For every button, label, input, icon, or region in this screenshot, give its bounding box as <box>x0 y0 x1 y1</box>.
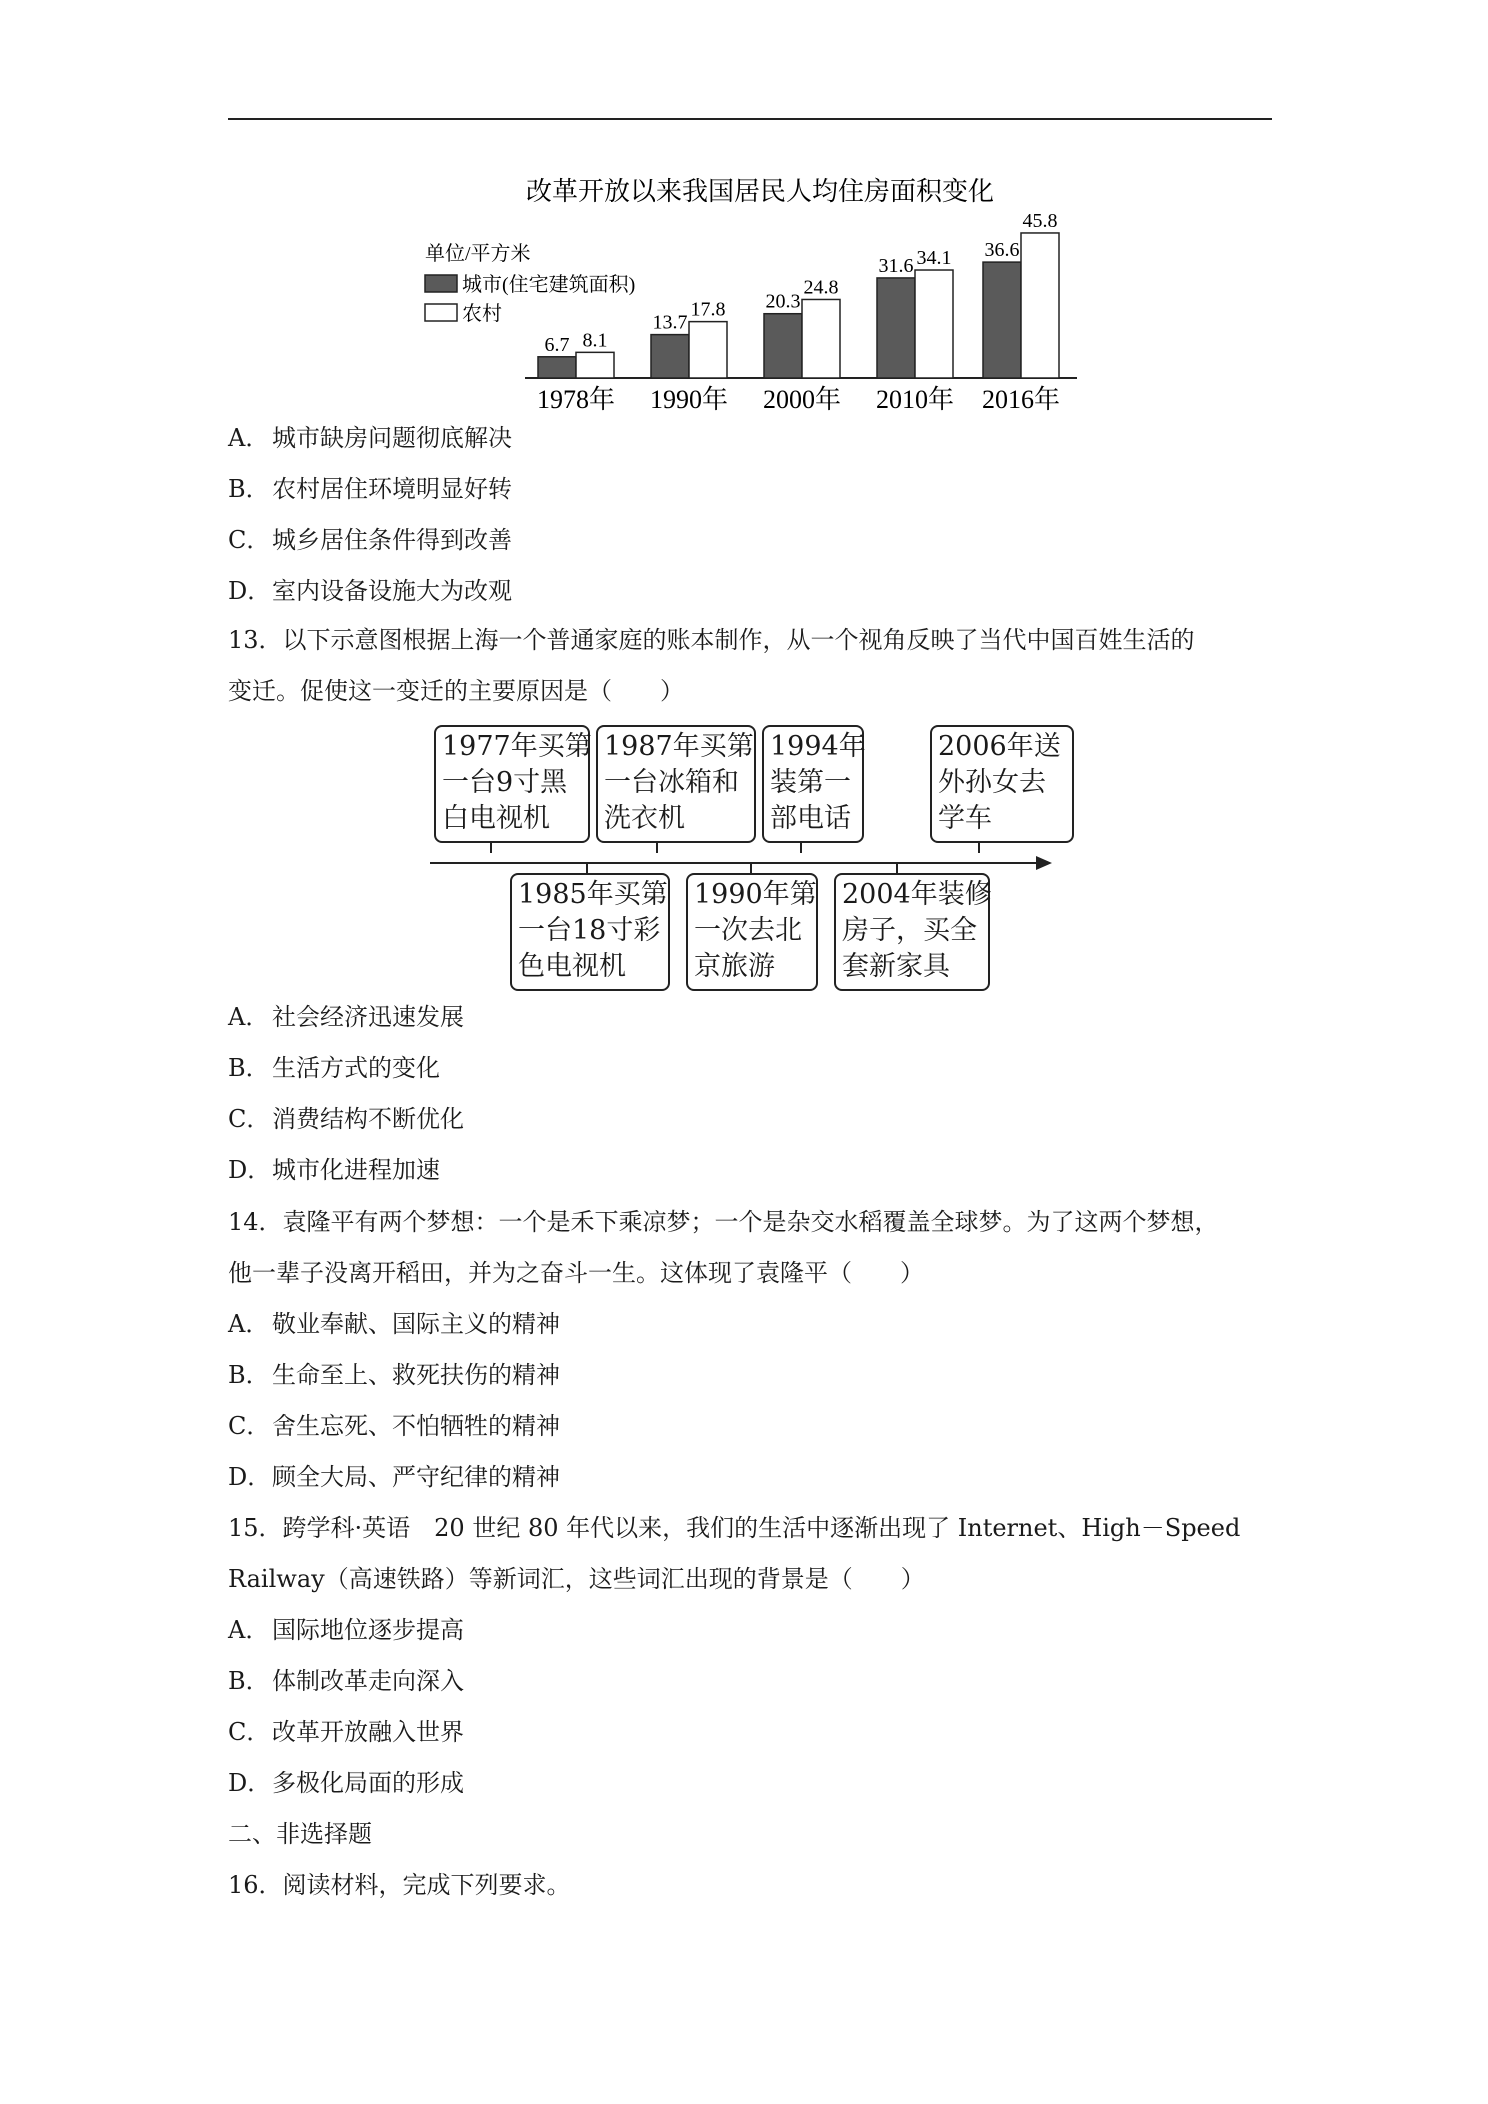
timeline-event-text: 1987年买第 <box>604 731 754 762</box>
unit-label: 单位/平方米 <box>425 243 531 265</box>
option-text: 生命至上、救死扶伤的精神 <box>272 1361 560 1389</box>
timeline-tick <box>490 843 492 853</box>
legend-swatch <box>425 275 457 292</box>
option-label: D． <box>228 1156 272 1184</box>
bar-value-label: 6.7 <box>544 333 570 356</box>
bar <box>538 357 576 378</box>
q14-stem-line2: 他一辈子没离开稻田，并为之奋斗一生。这体现了袁隆平（ ） <box>228 1259 924 1287</box>
bar <box>983 262 1021 378</box>
option-d <box>228 1155 440 1185</box>
q15-stem-line2: Railway（高速铁路）等新词汇，这些词汇出现的背景是（ ） <box>228 1565 925 1593</box>
option-label: B． <box>228 1667 270 1695</box>
bar <box>1021 233 1059 378</box>
timeline-arrow <box>1036 856 1052 870</box>
option-b <box>228 1360 560 1390</box>
q14-stem-line1: 14．袁隆平有两个梦想：一个是禾下乘凉梦；一个是杂交水稻覆盖全球梦。为了这两个梦想， <box>228 1208 1219 1236</box>
option-d <box>228 1462 560 1492</box>
option-text: 城市化进程加速 <box>272 1156 440 1184</box>
timeline-event-text: 房子，买全 <box>842 915 977 946</box>
option-text: 改革开放融入世界 <box>272 1718 464 1746</box>
timeline-event <box>510 873 670 991</box>
category-label: 1990年 <box>649 385 729 414</box>
household-timeline <box>430 725 1070 1005</box>
category-label: 2016年 <box>981 385 1061 414</box>
option-label: D． <box>228 1463 272 1491</box>
option-a <box>228 423 512 453</box>
bar-value-label: 24.8 <box>803 276 839 299</box>
timeline-event-text: 1990年第 <box>694 879 817 910</box>
option-d <box>228 1768 464 1798</box>
option-a <box>228 1615 464 1645</box>
timeline-tick <box>586 863 588 873</box>
timeline-event-text: 京旅游 <box>694 951 775 982</box>
option-text: 国际地位逐步提高 <box>272 1616 464 1644</box>
option-label: C． <box>228 526 271 554</box>
option-label: B． <box>228 1361 270 1389</box>
timeline-event-text: 洗衣机 <box>604 803 685 834</box>
q13-stem-line1: 13．以下示意图根据上海一个普通家庭的账本制作，从一个视角反映了当代中国百姓生活的 <box>228 626 1195 654</box>
option-a <box>228 1309 560 1339</box>
chart-svg <box>400 170 1120 420</box>
housing-area-chart <box>400 170 1120 420</box>
q16-stem: 16．阅读材料，完成下列要求。 <box>228 1871 571 1899</box>
timeline-event-text: 白电视机 <box>442 803 550 834</box>
option-label: B． <box>228 1054 270 1082</box>
option-b <box>228 1666 464 1696</box>
legend-label: 城市(住宅建筑面积) <box>462 274 636 296</box>
bar <box>576 352 614 378</box>
bar <box>877 278 915 378</box>
option-text: 体制改革走向深入 <box>272 1667 464 1695</box>
timeline-event-text: 2004年装修 <box>842 879 992 910</box>
bar-value-label: 17.8 <box>690 298 726 321</box>
option-label: A． <box>228 1616 270 1644</box>
section-heading: 二、非选择题 <box>228 1820 372 1848</box>
option-label: C． <box>228 1105 271 1133</box>
bar <box>764 314 802 378</box>
timeline-event-text: 1977年买第 <box>442 731 592 762</box>
bar-value-label: 36.6 <box>984 239 1020 262</box>
option-label: C． <box>228 1718 271 1746</box>
q13-stem-line2: 变迁。促使这一变迁的主要原因是（ ） <box>228 677 684 705</box>
option-label: D． <box>228 1769 272 1797</box>
option-text: 室内设备设施大为改观 <box>272 577 512 605</box>
q15-stem-line1: 15．跨学科·英语 20 世纪 80 年代以来，我们的生活中逐渐出现了 Internet、High－Speed <box>228 1514 1241 1542</box>
category-label: 2010年 <box>875 385 955 414</box>
category-label: 1978年 <box>536 385 616 414</box>
option-text: 多极化局面的形成 <box>272 1769 464 1797</box>
timeline-event-text: 2006年送 <box>938 731 1061 762</box>
timeline-event <box>434 725 590 843</box>
bar-value-label: 34.1 <box>916 247 952 270</box>
timeline-event-text: 1994年 <box>770 731 866 762</box>
option-d <box>228 576 512 606</box>
option-text: 舍生忘死、不怕牺牲的精神 <box>272 1412 560 1440</box>
option-text: 城市缺房问题彻底解决 <box>272 424 512 452</box>
timeline-event-text: 一台9寸黑 <box>442 767 568 798</box>
timeline-axis <box>430 862 1040 864</box>
timeline-event-text: 套新家具 <box>842 951 950 982</box>
timeline-event-text: 部电话 <box>770 803 851 834</box>
legend-swatch <box>425 304 457 321</box>
legend-label: 农村 <box>462 303 502 325</box>
timeline-event <box>686 873 818 991</box>
timeline-event <box>762 725 864 843</box>
bar-value-label: 31.6 <box>878 254 914 277</box>
chart-title: 改革开放以来我国居民人均住房面积变化 <box>525 177 995 206</box>
option-b <box>228 1053 440 1083</box>
option-c <box>228 1411 560 1441</box>
option-text: 消费结构不断优化 <box>272 1105 464 1133</box>
timeline-event-text: 一台18寸彩 <box>518 915 661 946</box>
category-label: 2000年 <box>762 385 842 414</box>
option-a <box>228 1002 464 1032</box>
option-text: 敬业奉献、国际主义的精神 <box>272 1310 560 1338</box>
timeline-event-text: 色电视机 <box>518 951 626 982</box>
option-c <box>228 1104 464 1134</box>
timeline-event-text: 一台冰箱和 <box>604 767 739 798</box>
timeline-event-text: 一次去北 <box>694 915 802 946</box>
option-label: B． <box>228 475 270 503</box>
option-c <box>228 525 512 555</box>
bar <box>802 299 840 378</box>
bar <box>689 322 727 378</box>
option-text: 顾全大局、严守纪律的精神 <box>272 1463 560 1491</box>
option-text: 农村居住环境明显好转 <box>272 475 512 503</box>
timeline-event-text: 装第一 <box>770 767 851 798</box>
option-text: 社会经济迅速发展 <box>272 1003 464 1031</box>
timeline-tick <box>800 843 802 853</box>
timeline-event <box>596 725 756 843</box>
timeline-event-text: 外孙女去 <box>938 767 1046 798</box>
option-label: C． <box>228 1412 271 1440</box>
option-label: A． <box>228 424 270 452</box>
option-c <box>228 1717 464 1747</box>
timeline-event-text: 1985年买第 <box>518 879 668 910</box>
timeline-tick <box>978 843 980 853</box>
option-label: A． <box>228 1310 270 1338</box>
timeline-tick <box>896 863 898 873</box>
header-rule <box>228 118 1272 120</box>
timeline-tick <box>750 863 752 873</box>
option-label: D． <box>228 577 272 605</box>
bar-value-label: 20.3 <box>765 290 801 313</box>
option-label: A． <box>228 1003 270 1031</box>
bar-value-label: 45.8 <box>1022 209 1058 232</box>
option-text: 城乡居住条件得到改善 <box>272 526 512 554</box>
bar <box>651 335 689 378</box>
timeline-tick <box>656 843 658 853</box>
bar-value-label: 13.7 <box>652 311 688 334</box>
timeline-event <box>834 873 990 991</box>
option-text: 生活方式的变化 <box>272 1054 440 1082</box>
timeline-event <box>930 725 1074 843</box>
bar <box>915 270 953 378</box>
bar-value-label: 8.1 <box>582 329 608 352</box>
option-b <box>228 474 512 504</box>
timeline-event-text: 学车 <box>938 803 992 834</box>
